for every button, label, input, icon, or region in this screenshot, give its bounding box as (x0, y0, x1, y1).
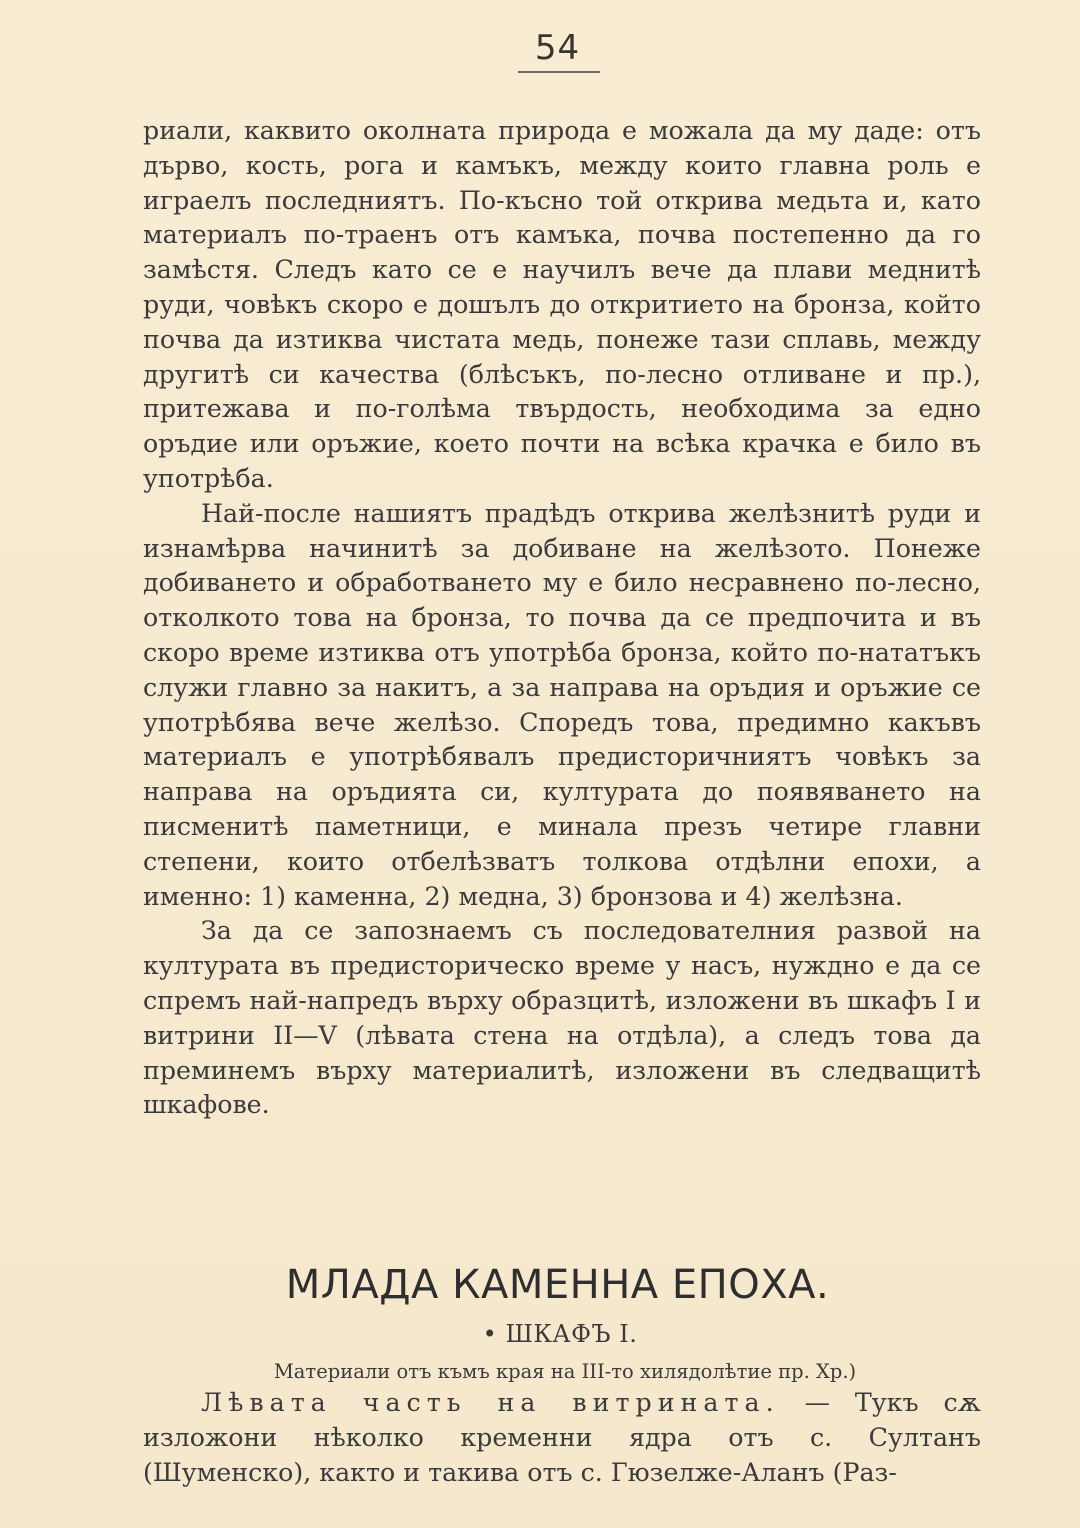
paragraph-exhibit-intro: За да се запознаемъ съ последователния развой на културата въ предисторическо време у насъ, нуждно е да се спремъ най-напредъ върху образцитѣ, изложени въ шкафъ I и витрини II—V (лѣвата стена на отдѣла), а следъ това да преминемъ върху материалитѣ, изложени въ следващитѣ шкафове. (143, 916, 981, 1120)
exhibit-lead-spaced: Лѣвата часть на витрината. (201, 1388, 780, 1417)
exhibit-paragraph (143, 1386, 981, 1490)
section-heading: МЛАДА КАМЕННА ЕПОХА. (285, 1262, 830, 1308)
page-number-underline (518, 71, 600, 73)
cabinet-label: • ШКАФЪ I. (482, 1320, 638, 1348)
paragraph-iron-age: Най-после нашиятъ прадѣдъ открива желѣзнитѣ руди и изнамѣрва начинитѣ за добиване на желѣзото. Понеже добиването и обработването му е било несравнено по-лесно, отколкото това на бронза, то почва да се предпочита и въ скоро време изтиква отъ употрѣба бронза, който по-нататъкъ служи главно за накитъ, а за направа на оръдия и оръжие се употрѣбява вече желѣзо. Споредъ това, предимно какъвъ материалъ е употрѣбявалъ предисторичниятъ човѣкъ за направа на оръдията си, културата до появяването на писменитѣ паметници, е минала презъ четире главни степени, които отбелѣзватъ толкова отдѣлни епохи, а именно: 1) каменна, 2) медна, 3) бронзова и 4) желѣзна. (143, 498, 981, 911)
paragraph-continued: риали, каквито околната природа е можала да му даде: отъ дърво, кость, рога и камъкъ, между които главна роль е играелъ последниятъ. По-късно той открива медьта и, като материалъ по-траенъ отъ камъка, почва постепенно да го замѣстя. Следъ като се е научилъ вече да плави меднитѣ руди, човѣкъ скоро е дошълъ до откритието на бронза, който почва да изтиква чистата медь, понеже тази сплавь, между другитѣ си качества (блѣсъкъ, по-лесно отливане и пр.), притежава и по-голѣма твърдость, необходима за едно оръдие или оръжие, което почти на всѣка крачка е било въ употрѣба. (143, 116, 981, 493)
page-number: 54 (534, 28, 581, 68)
materials-caption: Материали отъ къмъ края на III-то хилядолѣтие пр. Хр.) (273, 1360, 857, 1383)
exhibit-lead-rest: — Тукъ сѫ изложони нѣколко кременни ядра отъ с. Султанъ (Шуменско), както и такива отъ с. Гюзелже-Аланъ (Раз- (143, 1388, 981, 1487)
body-text (143, 114, 981, 1123)
exhibit-description (143, 1386, 981, 1490)
